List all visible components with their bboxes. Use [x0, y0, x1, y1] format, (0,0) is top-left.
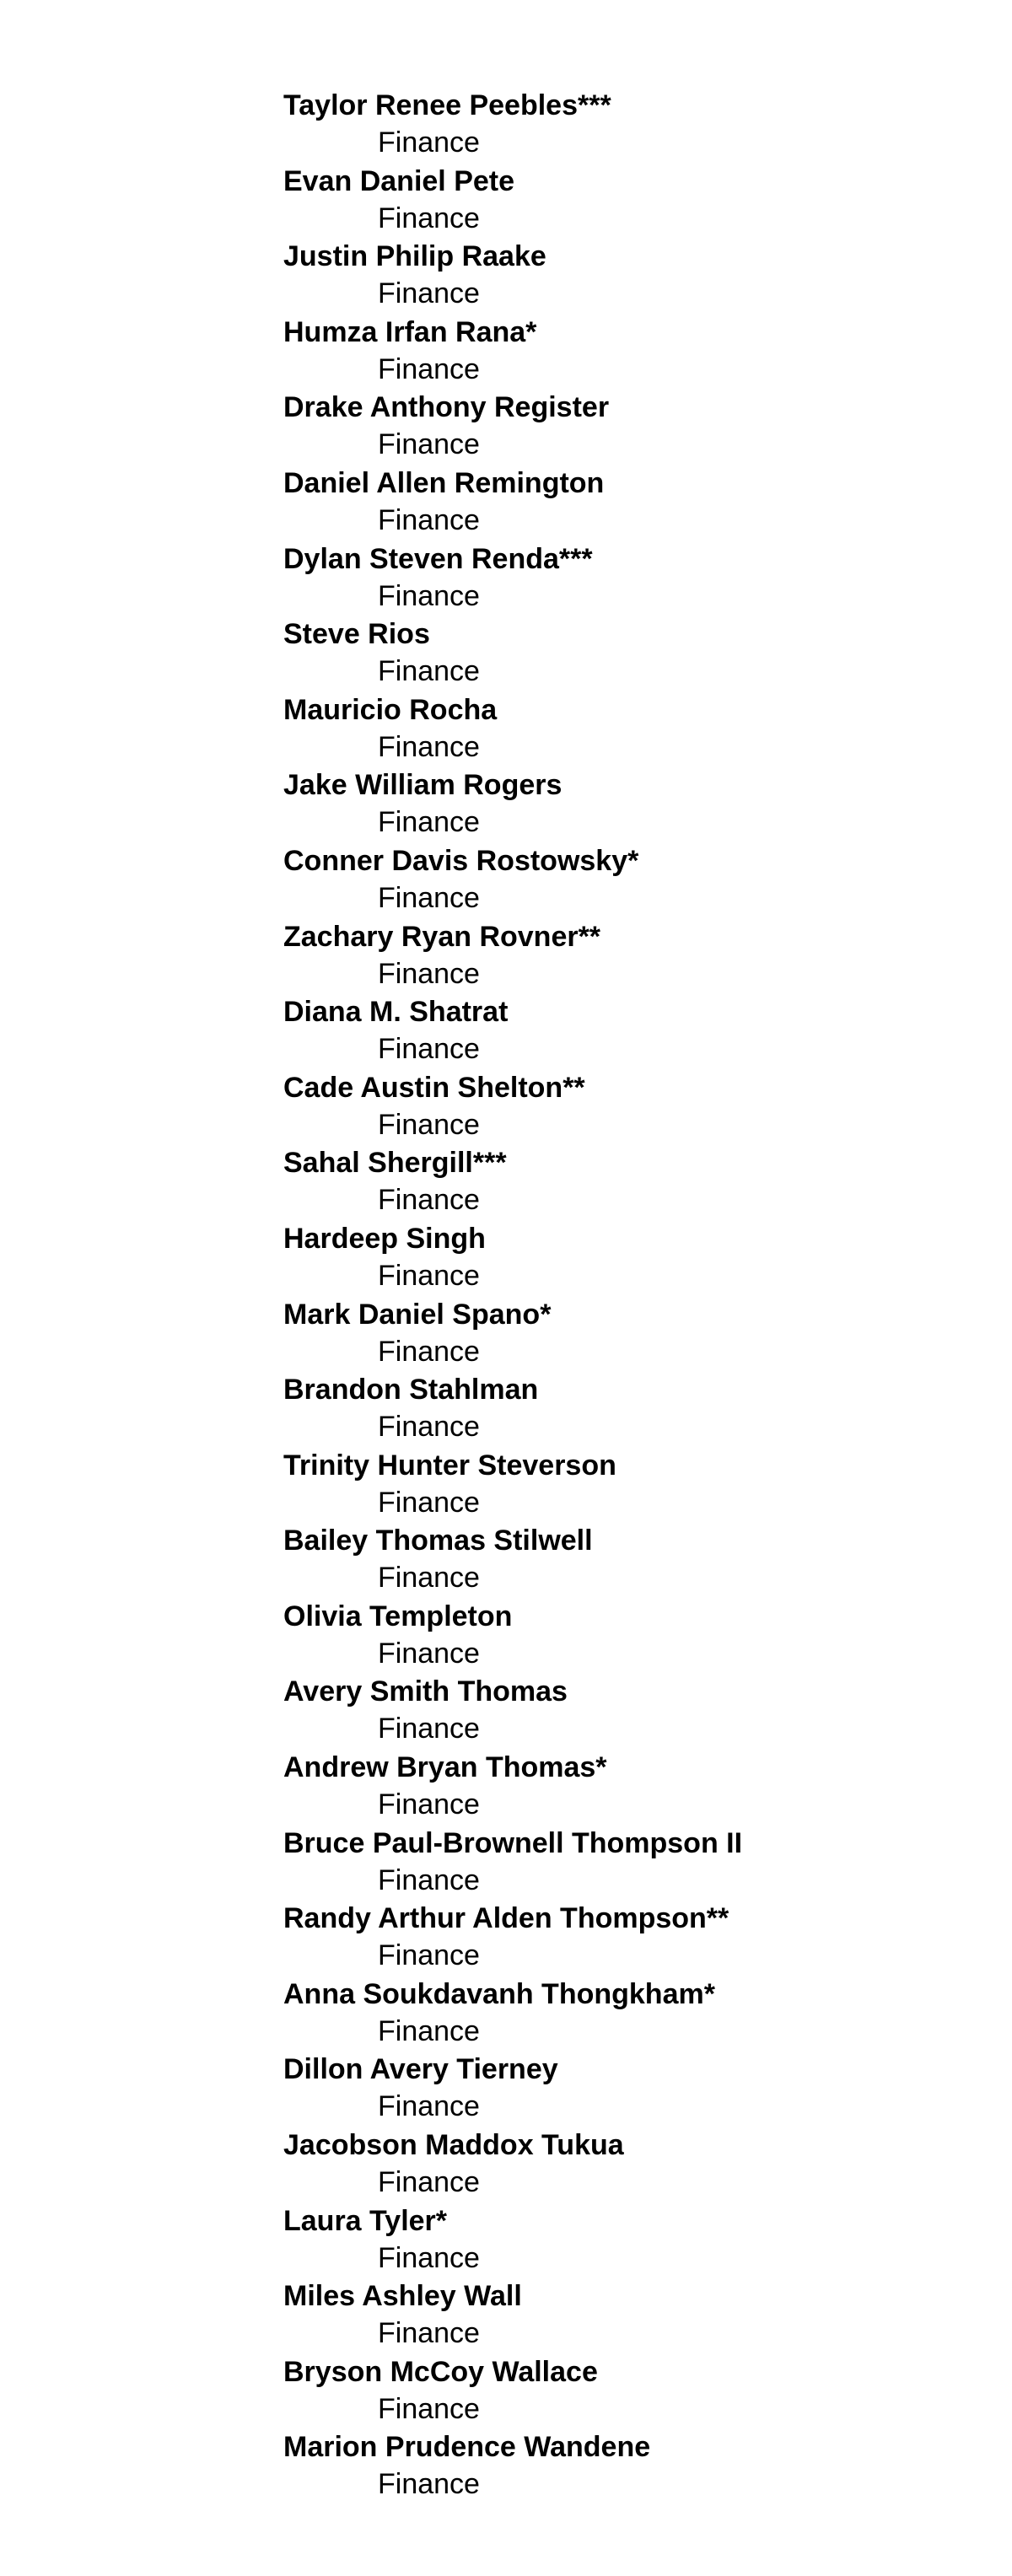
graduate-entry [283, 1674, 975, 1750]
graduate-major: Finance [378, 1939, 480, 1972]
graduate-entry [283, 919, 975, 995]
graduate-name: Randy Arthur Alden Thompson** [283, 1902, 729, 1935]
graduate-name: Brandon Stahlman [283, 1374, 539, 1406]
graduate-entry [283, 2127, 975, 2203]
graduate-major: Finance [378, 352, 480, 385]
graduate-major: Finance [378, 428, 480, 461]
graduate-name: Evan Daniel Pete [283, 164, 515, 197]
graduate-name: Justin Philip Raake [283, 240, 546, 273]
graduate-name: Andrew Bryan Thomas* [283, 1751, 607, 1784]
graduate-entry [283, 767, 975, 843]
graduate-name: Conner Davis Rostowsky* [283, 844, 639, 877]
graduate-major: Finance [378, 881, 480, 914]
graduate-major: Finance [378, 655, 480, 688]
graduate-name: Dylan Steven Renda*** [283, 542, 593, 575]
graduate-entry [283, 239, 975, 315]
graduate-major: Finance [378, 2090, 480, 2123]
graduate-entry [283, 843, 975, 919]
graduate-major: Finance [378, 1788, 480, 1821]
graduate-name: Anna Soukdavanh Thongkham* [283, 1977, 715, 2010]
graduate-entry [283, 994, 975, 1070]
graduate-major: Finance [378, 2392, 480, 2425]
graduate-list [283, 88, 975, 2505]
graduate-major: Finance [378, 1562, 480, 1595]
graduate-entry [283, 1372, 975, 1448]
graduate-entry [283, 315, 975, 390]
graduate-major: Finance [378, 202, 480, 234]
graduate-name: Humza Irfan Rana* [283, 315, 537, 348]
graduate-entry [283, 616, 975, 692]
graduate-name: Bailey Thomas Stilwell [283, 1525, 593, 1557]
graduate-name: Sahal Shergill*** [283, 1147, 507, 1180]
graduate-entry [283, 2278, 975, 2354]
graduate-name: Taylor Renee Peebles*** [283, 89, 611, 121]
graduate-entry [283, 2429, 975, 2505]
graduate-name: Drake Anthony Register [283, 391, 610, 424]
graduate-major: Finance [378, 1637, 480, 1670]
graduate-name: Bruce Paul-Brownell Thompson II [283, 1826, 743, 1859]
graduate-major: Finance [378, 1184, 480, 1217]
graduate-major: Finance [378, 1486, 480, 1519]
graduate-major: Finance [378, 806, 480, 839]
graduate-name: Miles Ashley Wall [283, 2280, 522, 2313]
graduate-name: Avery Smith Thomas [283, 1675, 568, 1708]
graduate-entry [283, 2203, 975, 2279]
graduate-major: Finance [378, 503, 480, 536]
graduate-entry [283, 1976, 975, 2052]
graduate-name: Bryson McCoy Wallace [283, 2355, 598, 2388]
graduate-name: Trinity Hunter Steverson [283, 1449, 616, 1482]
graduate-name: Dillon Avery Tierney [283, 2053, 558, 2086]
graduate-entry [283, 1221, 975, 1297]
graduate-major: Finance [378, 579, 480, 612]
graduate-major: Finance [378, 1863, 480, 1896]
graduate-entry [283, 1901, 975, 1976]
graduate-name: Zachary Ryan Rovner** [283, 920, 601, 953]
graduate-entry [283, 1070, 975, 1146]
graduate-major: Finance [378, 1108, 480, 1141]
graduate-name: Jake William Rogers [283, 769, 563, 802]
graduate-major: Finance [378, 2317, 480, 2350]
graduate-major: Finance [378, 2014, 480, 2047]
graduate-entry [283, 2354, 975, 2430]
graduate-entry [283, 1145, 975, 1221]
graduate-major: Finance [378, 1411, 480, 1444]
graduate-entry [283, 1523, 975, 1599]
graduate-name: Daniel Allen Remington [283, 466, 605, 499]
graduate-major: Finance [378, 2468, 480, 2501]
graduate-major: Finance [378, 730, 480, 763]
graduate-major: Finance [378, 957, 480, 990]
graduate-entry [283, 1826, 975, 1901]
graduate-entry [283, 1297, 975, 1373]
graduate-entry [283, 465, 975, 541]
graduate-entry [283, 1750, 975, 1826]
graduate-entry [283, 1448, 975, 1524]
graduate-name: Laura Tyler* [283, 2204, 448, 2237]
graduate-major: Finance [378, 2241, 480, 2274]
graduate-major: Finance [378, 277, 480, 310]
graduate-name: Mauricio Rocha [283, 693, 498, 726]
graduate-entry [283, 2052, 975, 2127]
graduate-entry [283, 88, 975, 164]
graduate-name: Steve Rios [283, 618, 430, 651]
graduate-name: Marion Prudence Wandene [283, 2431, 651, 2464]
graduate-entry [283, 541, 975, 617]
graduate-name: Jacobson Maddox Tukua [283, 2129, 624, 2162]
graduate-major: Finance [378, 126, 480, 159]
graduate-name: Hardeep Singh [283, 1222, 486, 1255]
graduate-major: Finance [378, 1335, 480, 1368]
graduate-major: Finance [378, 1713, 480, 1745]
graduate-entry [283, 164, 975, 239]
graduate-major: Finance [378, 1259, 480, 1292]
graduate-entry [283, 390, 975, 465]
graduate-name: Mark Daniel Spano* [283, 1298, 552, 1331]
graduate-name: Olivia Templeton [283, 1600, 513, 1632]
graduate-major: Finance [378, 2166, 480, 2199]
graduate-name: Diana M. Shatrat [283, 996, 509, 1029]
graduate-entry [283, 1599, 975, 1675]
graduate-entry [283, 692, 975, 768]
graduate-name: Cade Austin Shelton** [283, 1071, 585, 1104]
graduate-major: Finance [378, 1033, 480, 1066]
